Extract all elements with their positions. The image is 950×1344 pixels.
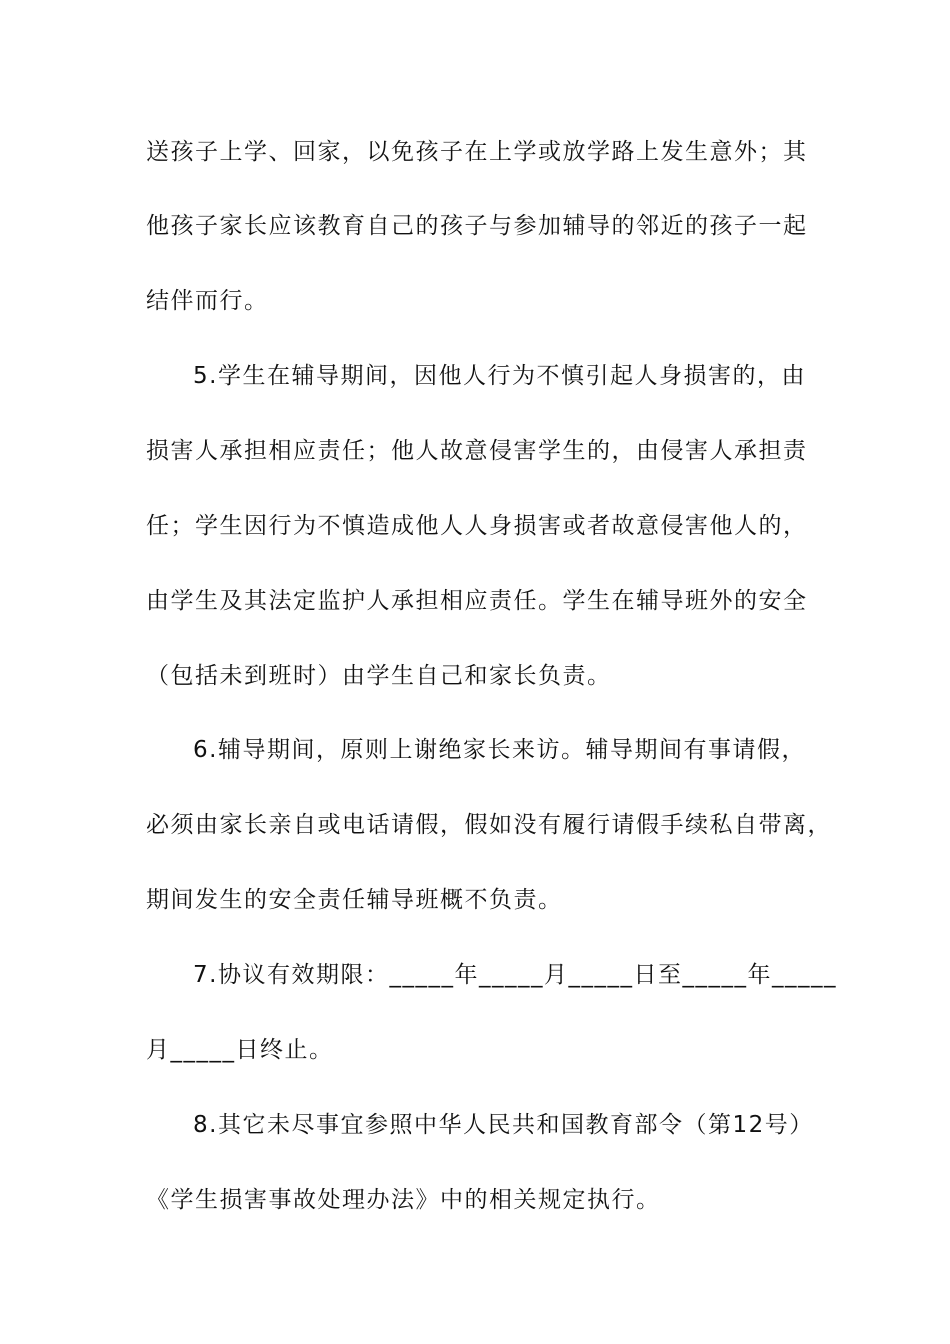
text-line: 由学生及其法定监护人承担相应责任。学生在辅导班外的安全 xyxy=(146,588,808,614)
text-line: 《学生损害事故处理办法》中的相关规定执行。 xyxy=(146,1187,661,1213)
text-line: 损害人承担相应责任；他人故意侵害学生的，由侵害人承担责 xyxy=(146,438,808,464)
text-line: 5.学生在辅导期间，因他人行为不慎引起人身损害的，由 xyxy=(193,363,806,389)
text-line: 结伴而行。 xyxy=(146,288,269,314)
text-line: 7.协议有效期限：_____年_____月_____日至_____年_____ xyxy=(193,962,837,988)
text-line: 他孩子家长应该教育自己的孩子与参加辅导的邻近的孩子一起 xyxy=(146,213,808,239)
text-line: 送孩子上学、回家，以免孩子在上学或放学路上发生意外；其 xyxy=(146,139,808,165)
text-line: 8.其它未尽事宜参照中华人民共和国教育部令（第12号） xyxy=(193,1112,814,1138)
text-line: 任；学生因行为不慎造成他人人身损害或者故意侵害他人的， xyxy=(146,513,808,539)
text-line: 月_____日终止。 xyxy=(146,1037,334,1063)
text-line: （包括未到班时）由学生自己和家长负责。 xyxy=(146,663,612,689)
text-line: 期间发生的安全责任辅导班概不负责。 xyxy=(146,887,563,913)
text-line: 必须由家长亲自或电话请假，假如没有履行请假手续私自带离， xyxy=(146,812,832,838)
text-line: 6.辅导期间，原则上谢绝家长来访。辅导期间有事请假， xyxy=(193,737,806,763)
